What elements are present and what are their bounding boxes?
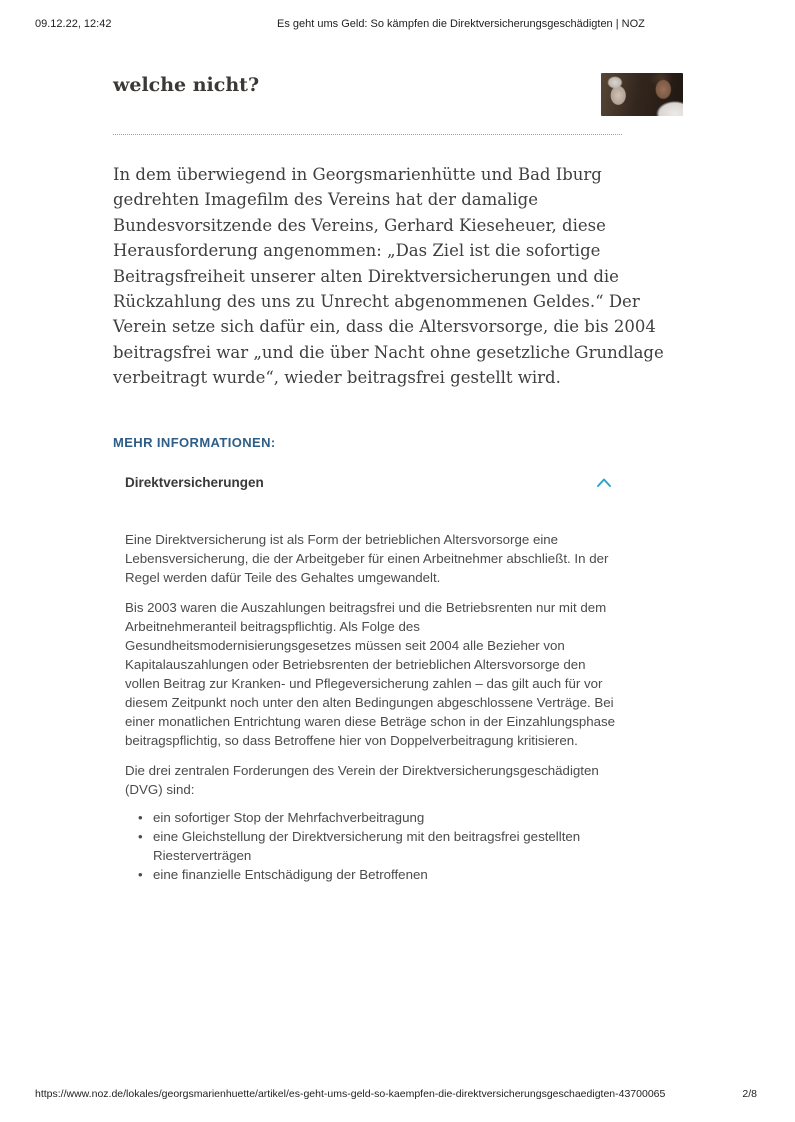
chevron-up-icon [596,476,612,489]
article-content [113,73,683,884]
print-header [0,18,795,32]
accordion-title: Direktversicherungen [125,474,264,490]
more-information-section [113,435,683,884]
demands-list [125,808,612,884]
article-thumbnail-image [601,73,683,116]
article-paragraph: In dem überwiegend in Georgsmarienhütte und Bad Iburg gedrehten Imagefilm des Vereins hat der damalige Bundesvorsitzende des Vereins, Gerhard Kieseheuer, diese Herausforderung angenommen: „Das Ziel ist die sofortige Beitragsfreiheit unserer alten Direktversicherungen und die Rückzahlung des uns zu Unrecht abgenommenen Geldes.“ Der Verein setze sich dafür ein, dass die Altersvorsorge, die bis 2004 beitragsfrei war „und die über Nacht ohne gesetzliche Grundlage verbeitragt wurde“, wieder beitragsfrei gestellt wird. [113,165,664,388]
more-information-label: MEHR INFORMATIONEN: [113,434,276,450]
accordion-body [125,530,616,884]
print-page-title: Es geht ums Geld: So kämpfen die Direktversicherungsgeschädigten | NOZ [277,18,645,30]
list-item: • eine Gleichstellung der Direktversicherung mit den beitragsfrei gestellten Riesterverträgen [125,827,617,865]
article-head-row [113,73,683,116]
article-heading: welche nicht? [113,74,260,96]
accordion-direktversicherungen [125,474,616,884]
info-paragraph: Eine Direktversicherung ist als Form der betrieblichen Altersvorsorge eine Lebensversicherung, die der Arbeitgeber für einen Arbeitnehmer abschließt. In der Regel werden dafür Teile des Gehaltes umgewandelt. [125,531,609,585]
list-item: • ein sofortiger Stop der Mehrfachverbeitragung [125,808,617,827]
dotted-divider [113,134,622,135]
print-footer [35,1088,757,1100]
list-item: • eine finanzielle Entschädigung der Betroffenen [125,865,617,884]
accordion-header[interactable] [125,475,612,490]
info-paragraph: Die drei zentralen Forderungen des Verein der Direktversicherungsgeschädigten (DVG) sind: [125,762,599,797]
print-footer-url: https://www.noz.de/lokales/georgsmarienhuette/artikel/es-geht-ums-geld-so-kaempfen-die-direktversicherungsgeschaedigten-43700065 [35,1088,666,1100]
info-paragraph: Bis 2003 waren die Auszahlungen beitragsfrei und die Betriebsrenten nur mit dem Arbeitnehmeranteil beitragspflichtig. Als Folge des Gesundheitsmodernisierungsgesetzes müssen seit 2004 alle Bezieher von Kapitalauszahlungen oder Betriebsrenten der betrieblichen Altersvorsorge den vollen Beitrag zur Kranken- und Pflegeversicherung zahlen – das gilt auch für vor diesem Zeitpunkt noch unter den alten Bedingungen abgeschlossene Verträge. Bei einer monatlichen Entrichtung waren diese Beträge schon in der Einzahlungsphase beitragspflichtig, so dass Betroffene hier von Doppelverbeitragung kritisieren. [125,599,616,748]
print-datetime: 09.12.22, 12:42 [35,18,112,30]
print-page-indicator: 2/8 [742,1088,757,1100]
